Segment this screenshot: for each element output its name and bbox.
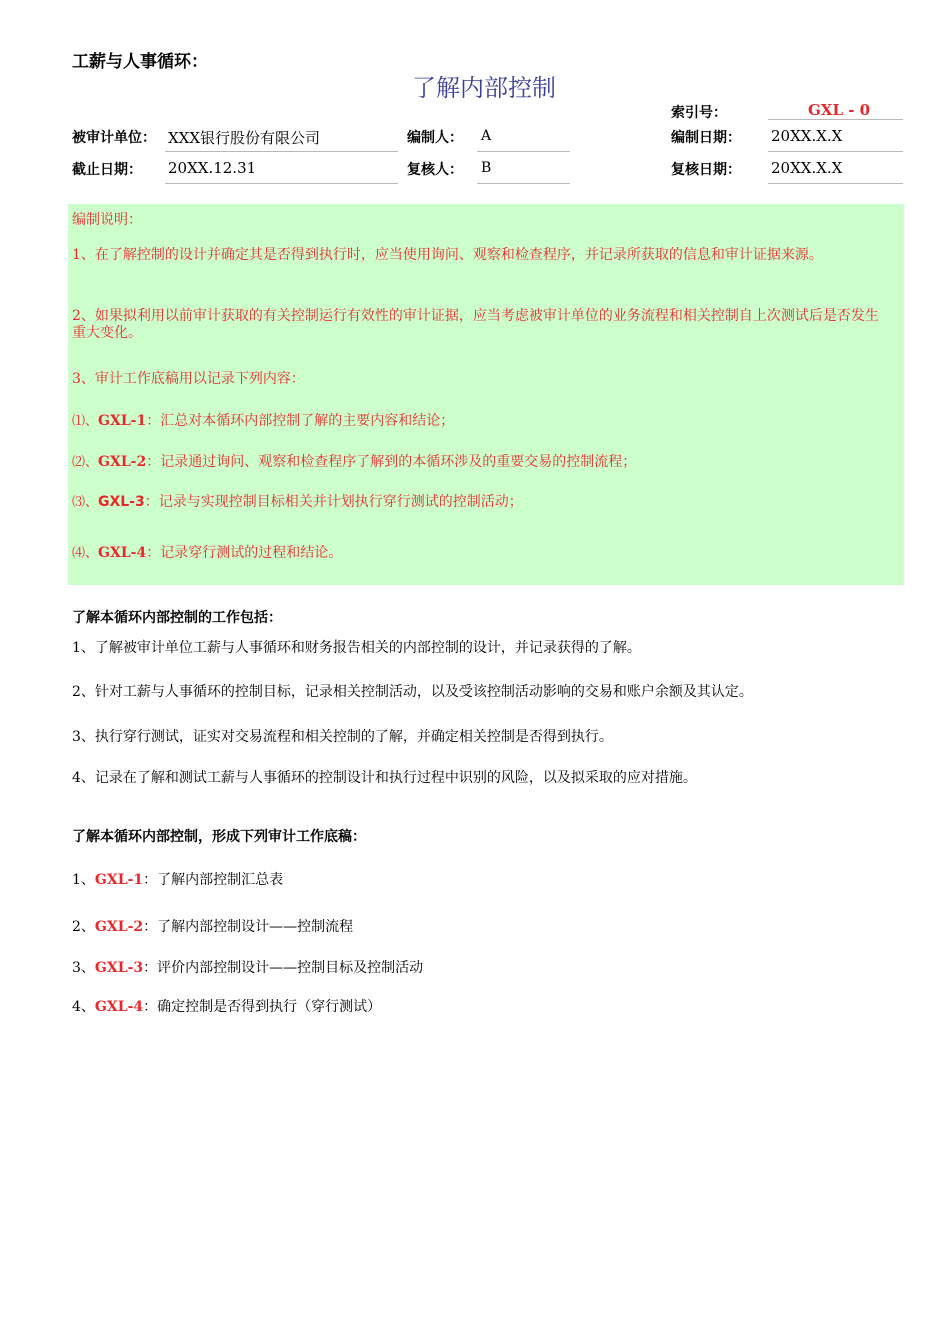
paper-item: 1、GXL-1：了解内部控制汇总表 — [72, 872, 284, 888]
review-date-underline — [768, 183, 903, 184]
notes-item: ⑴、GXL-1：汇总对本循环内部控制了解的主要内容和结论； — [72, 413, 455, 429]
papers-heading: 了解本循环内部控制，形成下列审计工作底稿： — [72, 829, 366, 845]
work-item: 2、针对工薪与人事循环的控制目标，记录相关控制活动，以及受该控制活动影响的交易和账户余额及其认定。 — [72, 684, 753, 700]
page-title: 了解内部控制 — [412, 74, 556, 102]
reviewer-underline — [477, 183, 570, 184]
notes-item: ⑶、GXL-3：记录与实现控制目标相关并计划执行穿行测试的控制活动； — [72, 494, 523, 510]
notes-paragraph-3: 3、审计工作底稿用以记录下列内容： — [72, 371, 305, 387]
preparer-value: A — [481, 128, 492, 144]
index-underline — [768, 119, 903, 120]
notes-item: ⑵、GXL-2：记录通过询问、观察和检查程序了解到的本循环涉及的重要交易的控制流程； — [72, 454, 637, 470]
cycle-title: 工薪与人事循环： — [72, 52, 208, 72]
preparer-underline — [477, 151, 570, 152]
audited-unit-label: 被审计单位： — [72, 130, 156, 146]
audited-unit-value: XXX银行股份有限公司 — [168, 129, 321, 147]
notes-paragraph-2: 2、如果拟利用以前审计获取的有关控制运行有效性的审计证据，应当考虑被审计单位的业务流程和相关控制自上次测试后是否发生重大变化。 — [72, 308, 879, 341]
preparation-notes-box — [68, 204, 904, 585]
cutoff-label: 截止日期： — [72, 162, 142, 178]
paper-item: 2、GXL-2：了解内部控制设计——控制流程 — [72, 919, 354, 935]
cutoff-value: 20XX.12.31 — [168, 159, 257, 177]
notes-paragraph-1: 1、在了解控制的设计并确定其是否得到执行时，应当使用询问、观察和检查程序，并记录所获取的信息和审计证据来源。 — [72, 247, 823, 263]
prepare-date-label: 编制日期： — [671, 130, 741, 146]
audited-unit-underline — [165, 151, 398, 152]
cutoff-underline — [165, 183, 398, 184]
notes-heading: 编制说明： — [72, 212, 142, 228]
notes-item: ⑷、GXL-4：记录穿行测试的过程和结论。 — [72, 545, 343, 561]
reviewer-label: 复核人： — [407, 162, 463, 178]
prepare-date-underline — [768, 151, 903, 152]
preparer-label: 编制人： — [407, 130, 463, 146]
work-item: 3、执行穿行测试，证实对交易流程和相关控制的了解，并确定相关控制是否得到执行。 — [72, 729, 613, 745]
work-heading: 了解本循环内部控制的工作包括： — [72, 610, 282, 626]
review-date-label: 复核日期： — [671, 162, 741, 178]
paper-item: 4、GXL-4：确定控制是否得到执行（穿行测试） — [72, 999, 382, 1015]
index-value: GXL - 0 — [808, 101, 871, 119]
work-item: 1、了解被审计单位工薪与人事循环和财务报告相关的内部控制的设计，并记录获得的了解。 — [72, 640, 641, 656]
reviewer-value: B — [481, 160, 492, 176]
prepare-date-value: 20XX.X.X — [771, 127, 843, 145]
paper-item: 3、GXL-3：评价内部控制设计——控制目标及控制活动 — [72, 960, 424, 976]
work-item: 4、记录在了解和测试工薪与人事循环的控制设计和执行过程中识别的风险，以及拟采取的应对措施。 — [72, 770, 697, 786]
index-label: 索引号： — [671, 105, 727, 121]
review-date-value: 20XX.X.X — [771, 159, 843, 177]
